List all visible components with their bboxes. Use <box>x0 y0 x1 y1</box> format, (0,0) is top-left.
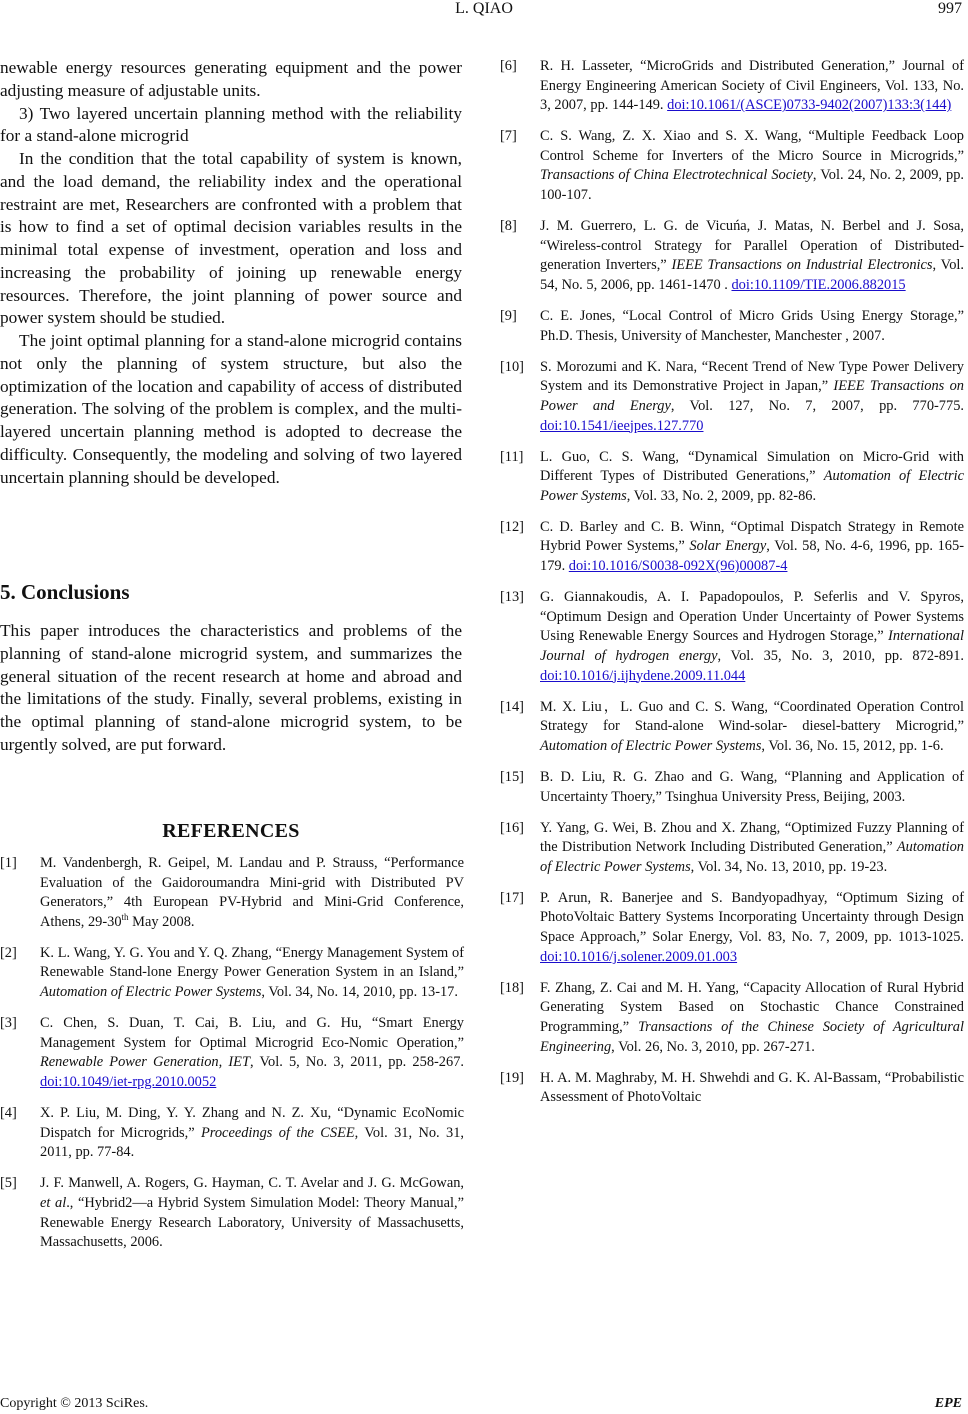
reference-segment: , Vol. 35, No. 3, 2010, pp. 872-891. <box>717 647 964 664</box>
reference-segment: , Vol. 58, No. 4-6, 1996, pp. 165-179. <box>540 538 964 575</box>
paragraph: This paper introduces the characteristics and problems of the planning of stand-alone microgrid system, and summarizes the general situation of the recent research at home and abroad and the limitations of the study. Finally, several problems, existing in the optimal planning of stand-alone microgrid system, to be urgently solved, are put forward. <box>0 621 462 754</box>
reference-number: [3] <box>0 1015 17 1032</box>
paragraph: The joint optimal planning for a stand-alone microgrid contains not only the planning of system structure, but also the optimization of the location and capability of access of distributed generation. The solving of the problem is complex, and the multi-layered uncertain planning method is adopted to decrease the difficulty. Consequently, the modeling and solving of two layered uncertain planning should be developed. <box>0 331 462 487</box>
reference-segment: G. Giannakoudis, A. I. Papadopoulos, P. Seferlis and V. Spyros, “Optimum Design and Operation Under Uncertainty of Power Systems Using Renewable Energy Sources and Hydrogen Storage,” <box>540 589 964 645</box>
reference-number: [13] <box>500 589 524 606</box>
reference-item <box>0 944 464 1003</box>
reference-segment: C. S. Wang, Z. X. Xiao and S. X. Wang, “Multiple Feedback Loop Control Scheme for Inverters of the Micro Source in Microgrids,” <box>540 128 964 164</box>
reference-segment: P. Arun, R. Banerjee and S. Bandyopadhyay, “Optimum Sizing of PhotoVoltaic Battery Systems Incorporating Uncertainty through Design Space Approach,” Solar Energy, Vol. 83, No. 7, 2009, pp. 1013-1025. <box>540 889 964 946</box>
reference-segment: K. L. Wang, Y. G. You and Y. Q. Zhang, “Energy Management System of Renewable Stand-lone Energy Power Generation System in an Island,” <box>40 944 464 981</box>
reference-segment: , Vol. 34, No. 14, 2010, pp. 13-17. <box>261 984 458 1001</box>
reference-segment: M. Vandenbergh, R. Geipel, M. Landau and P. Strauss, “Performance Evaluation of the Gaidoroumandra Mini-grid with Distributed PV Generators,” 4th European PV-Hybrid and Mini-Grid Conference, Athens, 29-30 <box>40 855 464 930</box>
paragraph: 3) Two layered uncertain planning method with the reliability for a stand-alone microgrid <box>0 103 462 146</box>
journal-title: Automation of Electric Power Systems <box>540 737 762 754</box>
reference-item <box>500 358 964 436</box>
reference-number: [17] <box>500 889 524 906</box>
reference-text <box>540 217 964 295</box>
reference-segment: ., “Hybrid2—a Hybrid System Simulation Model: Theory Manual,” Renewable Energy Research Laboratory, University of Massachusetts, Massachusetts, 2006. <box>40 1194 464 1251</box>
journal-title: et al <box>40 1194 67 1211</box>
journal-title: Automation of Electric Power Systems <box>540 468 965 504</box>
reference-number: [19] <box>500 1069 524 1086</box>
reference-segment: , Vol. 33, No. 2, 2009, pp. 82-86. <box>626 487 817 504</box>
reference-segment: X. P. Liu, M. Ding, Y. Y. Zhang and N. Z. Xu, “Dynamic EcoNomic Dispatch for Microgrids,” <box>40 1105 464 1141</box>
doi-link[interactable]: doi:10.1109/TIE.2006.882015 <box>731 276 906 293</box>
reference-item <box>500 217 964 295</box>
doi-link[interactable]: doi:10.1061/(ASCE)0733-9402(2007)133:3(144) <box>667 97 952 114</box>
reference-segment: , Vol. 31, No. 31, 2011, pp. 77-84. <box>40 1124 464 1161</box>
reference-number: [2] <box>0 944 17 961</box>
reference-item <box>500 518 964 577</box>
reference-segment: C. D. Barley and C. B. Winn, “Optimal Dispatch Strategy in Remote Hybrid Power Systems,” <box>540 518 964 555</box>
reference-segment: , Vol. 54, No. 5, 2006, pp. 1461-1470 . <box>540 257 965 293</box>
reference-text <box>40 1014 464 1092</box>
reference-text <box>540 307 964 346</box>
reference-item <box>500 979 964 1057</box>
reference-number: [16] <box>500 819 524 836</box>
conclusions-text <box>0 620 462 757</box>
journal-title: Transactions of China Electrotechnical Society <box>540 167 813 184</box>
reference-segment: , Vol. 36, No. 15, 2012, pp. 1-6. <box>761 737 944 754</box>
reference-number: [6] <box>500 58 517 74</box>
journal-title: Automation of Electric Power Systems <box>40 984 262 1001</box>
reference-text <box>40 944 464 1003</box>
reference-item <box>500 588 964 686</box>
reference-text <box>40 854 464 932</box>
reference-item <box>500 819 964 878</box>
reference-text <box>540 819 964 878</box>
reference-text <box>40 1104 464 1163</box>
reference-text <box>540 768 964 807</box>
paragraph: newable energy resources generating equipment and the power adjusting measure of adjustable units. <box>0 58 462 100</box>
references-heading: REFERENCES <box>162 820 300 842</box>
doi-link[interactable]: doi:10.1016/j.solener.2009.01.003 <box>540 948 738 965</box>
reference-text <box>540 979 964 1057</box>
reference-text <box>540 127 964 205</box>
journal-title: IEEE Transactions on Power and Energy <box>540 378 964 414</box>
reference-item <box>0 854 464 932</box>
reference-segment: C. E. Jones, “Local Control of Micro Grids Using Energy Storage,” Ph.D. Thesis, University of Manchester, Manchester , 2007. <box>540 308 964 344</box>
footer-journal: EPE <box>934 1396 962 1411</box>
reference-segment: Y. Yang, G. Wei, B. Zhou and X. Zhang, “Optimized Fuzzy Planning of the Distribution Network Including Distributed Generation,” <box>540 819 964 856</box>
reference-item <box>0 1014 464 1092</box>
reference-segment: M. X. Liu，L. Guo and C. S. Wang, “Coordinated Operation Control Strategy for Stand-alone Wind-solar- diesel-battery Microgrid,” <box>540 698 964 735</box>
reference-number: [18] <box>500 979 524 996</box>
reference-segment: , Vol. 26, No. 3, 2010, pp. 267-271. <box>611 1038 815 1055</box>
doi-link[interactable]: doi:10.1049/iet-rpg.2010.0052 <box>40 1073 217 1090</box>
doi-link[interactable]: doi:10.1016/S0038-092X(96)00087-4 <box>568 558 788 575</box>
journal-title: Automation of Electric Power Systems <box>540 839 964 875</box>
reference-text <box>540 448 964 507</box>
reference-item <box>500 448 964 507</box>
journal-title: Solar Energy <box>689 538 767 555</box>
footer-copyright: Copyright © 2013 SciRes. <box>0 1396 149 1411</box>
superscript: th <box>121 911 129 922</box>
journal-title: Renewable Power Generation, IET <box>40 1054 250 1071</box>
journal-title: International Journal of hydrogen energy <box>540 628 964 664</box>
reference-number: [12] <box>500 518 524 535</box>
reference-segment: , Vol. 127, No. 7, 2007, pp. 770-775. <box>670 397 964 414</box>
reference-text <box>540 57 964 116</box>
running-head: L. QIAO <box>455 0 513 17</box>
reference-text <box>540 889 964 967</box>
reference-number: [10] <box>500 358 524 375</box>
reference-segment: S. Morozumi and K. Nara, “Recent Trend of New Type Power Delivery System and its Demonstrative Project in Japan,” <box>540 358 964 395</box>
references-list-right <box>500 57 964 1119</box>
reference-item <box>0 1174 464 1252</box>
doi-link[interactable]: doi:10.1016/j.ijhydene.2009.11.044 <box>540 667 746 684</box>
reference-segment: , Vol. 34, No. 13, 2010, pp. 19-23. <box>690 858 888 875</box>
reference-text <box>540 518 964 577</box>
paragraph: In the condition that the total capability of system is known, and the load demand, the reliability index and the operational restraint are met, Researchers are confronted with a problem that is how to find a set of optimal decision variables results in the minimal total expense of investment, operation and loss and increasing the probability of joining up renewable energy resources. Therefore, the joint planning of power source and power system should be studied. <box>0 149 462 328</box>
reference-segment: F. Zhang, Z. Cai and M. H. Yang, “Capacity Allocation of Rural Hybrid Generating System Based on Stochastic Chance Constrained Programming,” <box>540 979 964 1035</box>
doi-link[interactable]: doi:10.1541/ieejpes.127.770 <box>540 417 704 434</box>
reference-segment: L. Guo, C. S. Wang, “Dynamical Simulation on Micro-Grid with Different Types of Distributed Generations,” <box>540 448 964 485</box>
journal-title: Transactions of the Chinese Society of Agricultural Engineering <box>540 1018 964 1055</box>
journal-title: Proceedings of the CSEE <box>201 1124 355 1141</box>
body-text-left <box>0 57 462 489</box>
reference-number: [8] <box>500 218 517 235</box>
reference-number: [5] <box>0 1175 17 1192</box>
reference-item <box>500 57 964 116</box>
reference-item <box>500 1069 964 1108</box>
reference-text <box>540 358 964 436</box>
reference-item <box>500 698 964 757</box>
reference-item <box>500 307 964 346</box>
reference-text <box>540 1069 964 1108</box>
section-heading-conclusions: 5. Conclusions <box>0 580 130 604</box>
reference-number: [7] <box>500 128 517 145</box>
reference-number: [14] <box>500 698 524 715</box>
reference-item <box>500 768 964 807</box>
reference-text <box>540 698 964 757</box>
reference-number: [9] <box>500 308 517 325</box>
reference-number: [1] <box>0 855 17 871</box>
reference-number: [11] <box>500 448 524 465</box>
reference-segment: H. A. M. Maghraby, M. H. Shwehdi and G. K. Al-Bassam, “Probabilistic Assessment of PhotoVoltaic <box>540 1069 964 1106</box>
reference-segment: R. H. Lasseter, “MicroGrids and Distributed Generation,” Journal of Energy Engineering American Society of Civil Engineers, Vol. 133, No. 3, 2007, pp. 144-149. <box>540 58 964 114</box>
reference-item <box>0 1104 464 1163</box>
reference-segment: May 2008. <box>128 913 195 930</box>
reference-segment: , Vol. 24, No. 2, 2009, pp. 100-107. <box>540 167 965 204</box>
reference-segment: J. M. Guerrero, L. G. de Vicuńa, J. Matas, N. Berbel and J. Sosa, “Wireless-control Strategy for Parallel Operation of Distributed-generation Inverters,” <box>540 218 964 274</box>
reference-number: [15] <box>500 768 524 785</box>
page-number: 997 <box>938 0 962 17</box>
reference-segment: J. F. Manwell, A. Rogers, G. Hayman, C. T. Avelar and J. G. McGowan, <box>40 1175 464 1192</box>
reference-item <box>500 889 964 967</box>
reference-text <box>40 1174 464 1252</box>
journal-title: IEEE Transactions on Industrial Electronics <box>671 257 933 274</box>
reference-segment: B. D. Liu, R. G. Zhao and G. Wang, “Planning and Application of Uncertainty Thoery,” Tsinghua University Press, Beijing, 2003. <box>540 768 964 805</box>
references-list-left <box>0 854 464 1264</box>
reference-number: [4] <box>0 1105 17 1122</box>
reference-text <box>540 588 964 686</box>
reference-segment: , Vol. 5, No. 3, 2011, pp. 258-267. <box>249 1054 464 1071</box>
reference-item <box>500 127 964 205</box>
reference-segment: C. Chen, S. Duan, T. Cai, B. Liu, and G. Hu, “Smart Energy Management System for Optimal Microgrid Eco-Nomic Operation,” <box>40 1015 464 1051</box>
